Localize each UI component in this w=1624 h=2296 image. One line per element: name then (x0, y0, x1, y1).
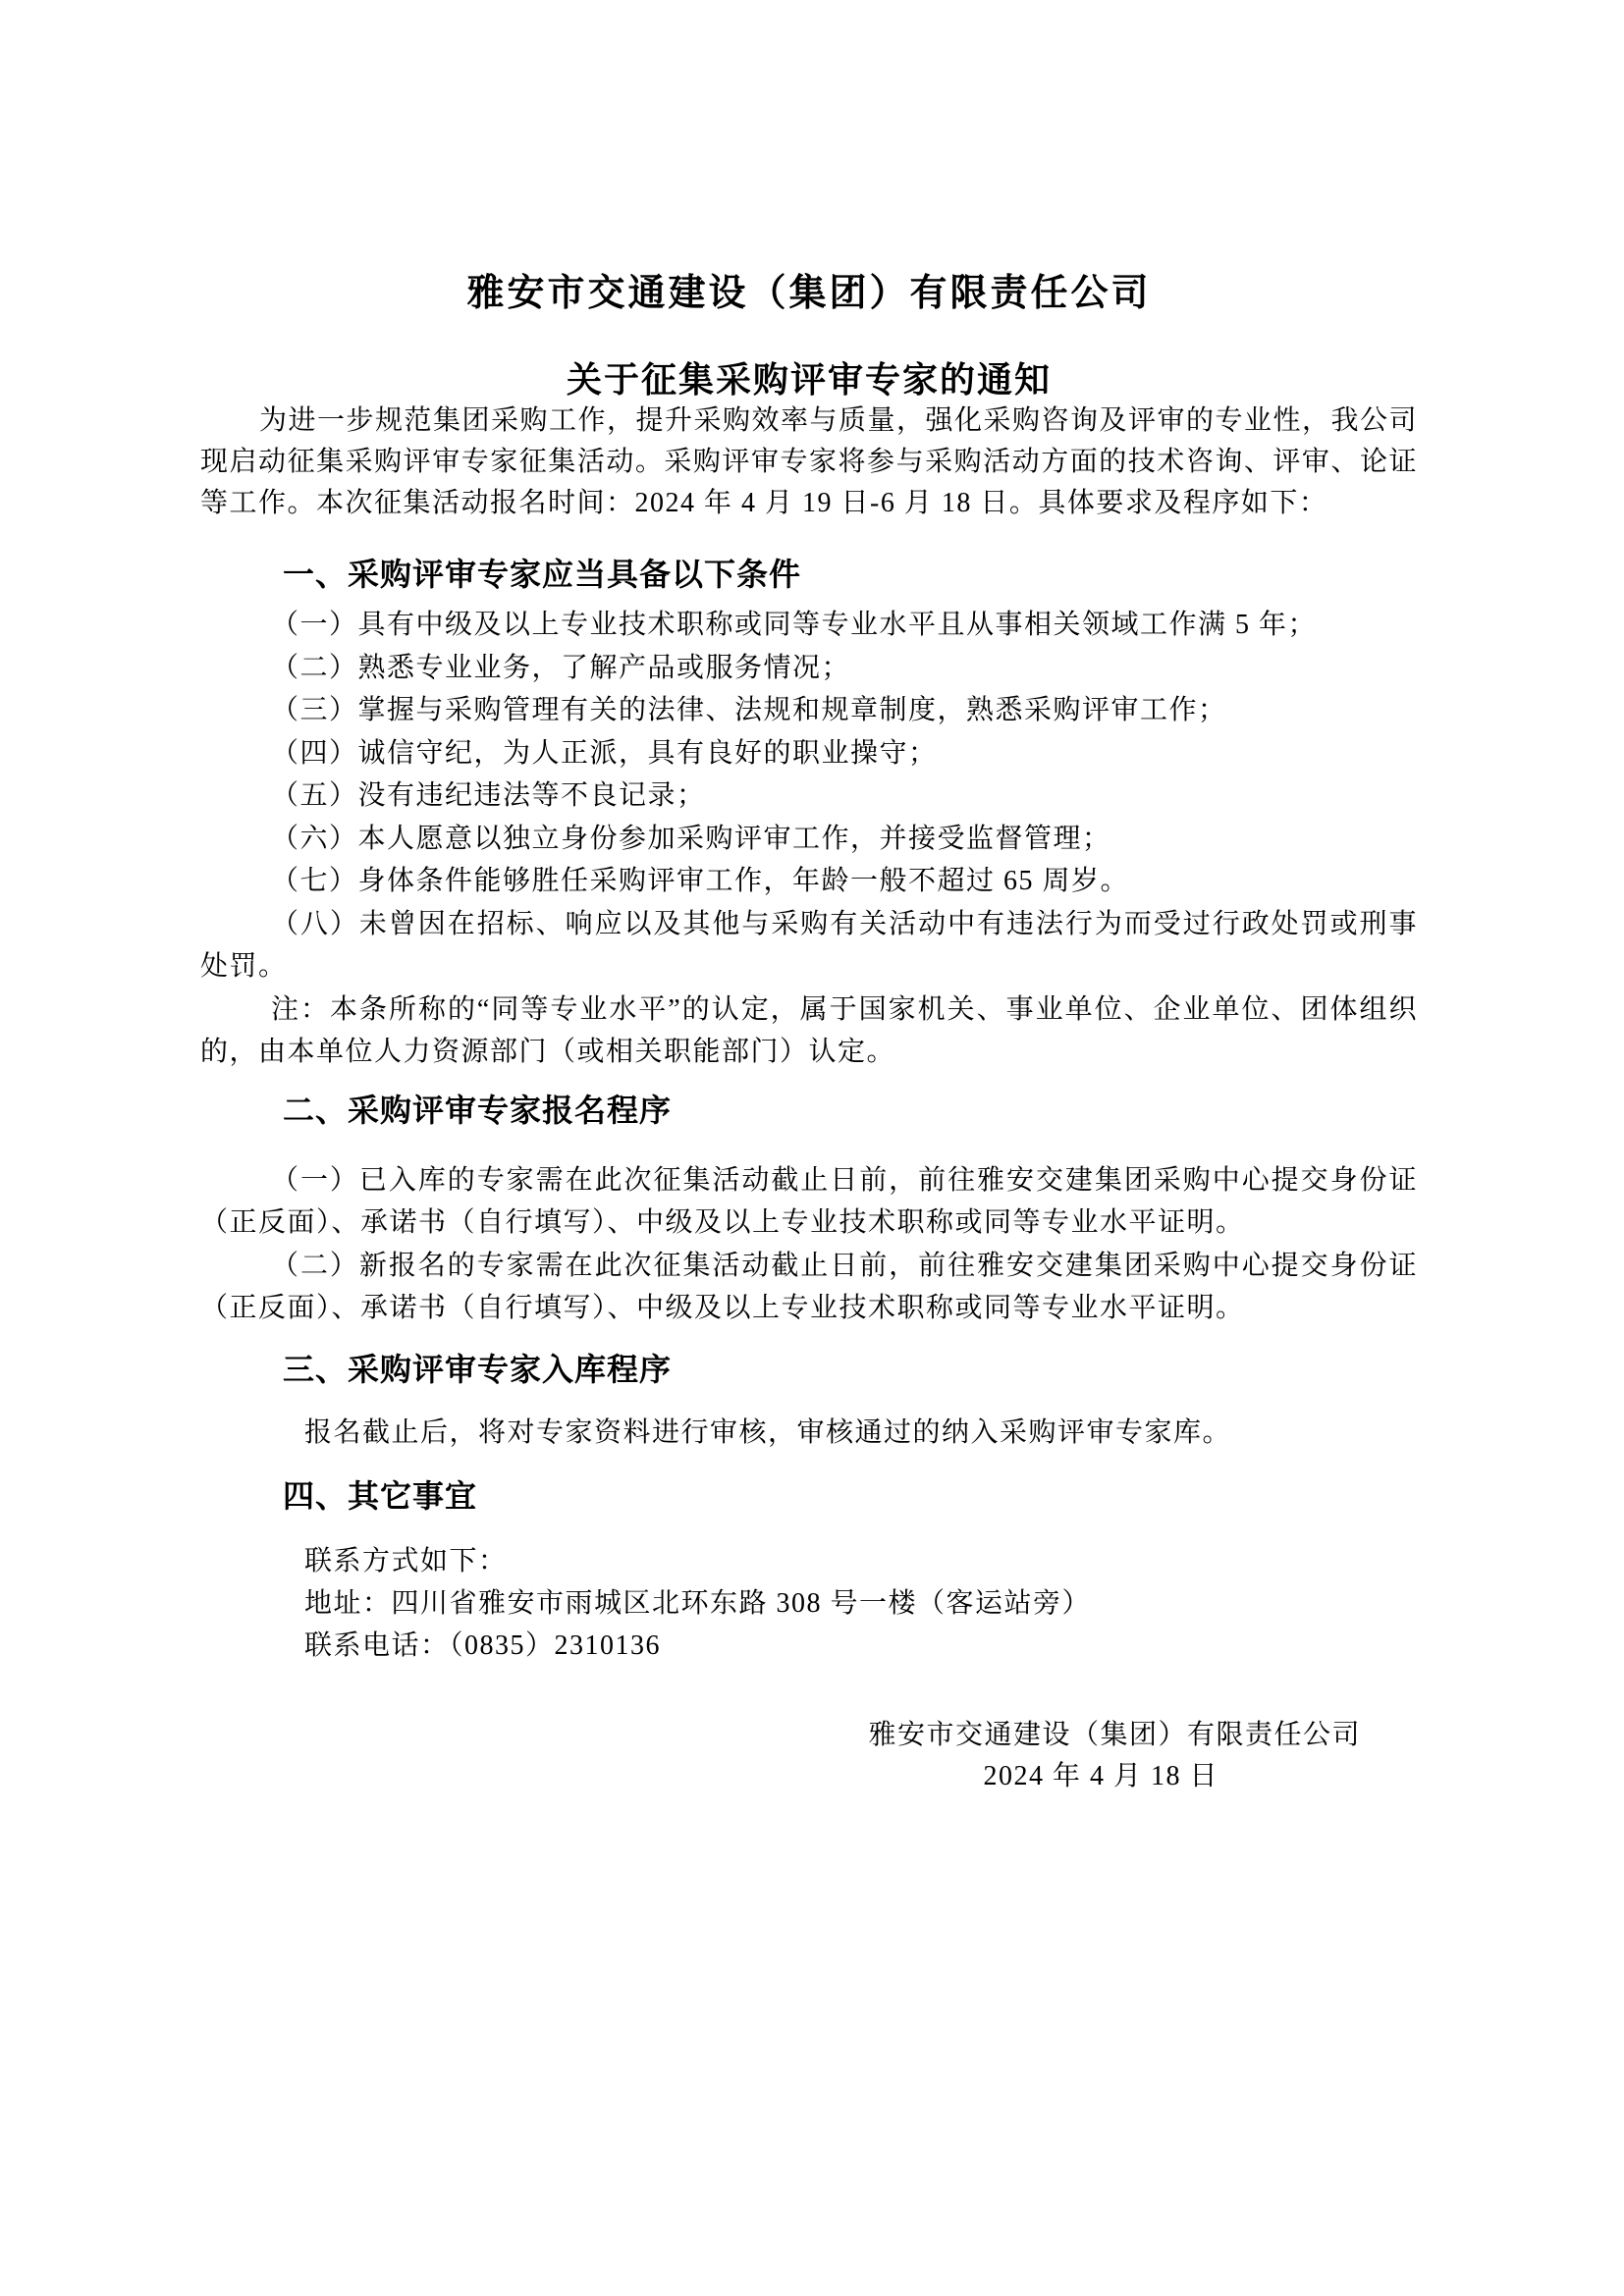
list-item: （一）已入库的专家需在此次征集活动截止日前，前往雅安交建集团采购中心提交身份证（正反面）、承诺书（自行填写）、中级及以上专业技术职称或同等专业水平证明。 (200, 1164, 1418, 1238)
signature-date: 2024 年 4 月 18 日 (983, 1760, 1218, 1791)
section3-heading: 三、采购评审专家入库程序 (283, 1351, 673, 1387)
list-item: （一）具有中级及以上专业技术职称或同等专业水平且从事相关领域工作满 5 年； (271, 610, 1318, 640)
section1-heading: 一、采购评审专家应当具备以下条件 (283, 557, 802, 592)
list-item: （三）掌握与采购管理有关的法律、法规和规章制度，熟悉采购评审工作； (271, 695, 1227, 725)
contact-phone: 联系电话：（0835）2310136 (304, 1629, 662, 1661)
list-item: （四）诚信守纪，为人正派，具有良好的职业操守； (271, 737, 938, 769)
list-item: （二）新报名的专家需在此次征集活动截止日前，前往雅安交建集团采购中心提交身份证（正反面）、承诺书（自行填写）、中级及以上专业技术职称或同等专业水平证明。 (200, 1250, 1418, 1323)
section2-heading: 二、采购评审专家报名程序 (283, 1092, 673, 1128)
document-title-line2: 关于征集采购评审专家的通知 (566, 359, 1052, 400)
section1-condition-list (200, 604, 1418, 1074)
section1-note: 注：本条所称的“同等专业水平”的认定，属于国家机关、事业单位、企业单位、团体组织的，由本单位人力资源部门（或相关职能部门）认定。 (200, 993, 1418, 1067)
document-content (200, 0, 1418, 1797)
contact-address: 地址：四川省雅安市雨城区北环东路 308 号一楼（客运站旁） (304, 1587, 1092, 1619)
contact-block (200, 1540, 1418, 1667)
section4-heading: 四、其它事宜 (283, 1477, 478, 1514)
list-item: （七）身体条件能够胜任采购评审工作，年龄一般不超过 65 周岁。 (271, 866, 1130, 896)
list-item: （二）熟悉专业业务，了解产品或服务情况； (271, 652, 851, 683)
signature-company: 雅安市交通建设（集团）有限责任公司 (868, 1719, 1361, 1750)
contact-intro: 联系方式如下： (304, 1545, 508, 1576)
list-item: （八）未曾因在招标、响应以及其他与采购有关活动中有违法行为而受过行政处罚或刑事处罚。 (200, 908, 1418, 982)
list-item: （六）本人愿意以独立身份参加采购评审工作，并接受监督管理； (271, 823, 1111, 854)
intro-paragraph: 为进一步规范集团采购工作，提升采购效率与质量，强化采购咨询及评审的专业性，我公司现启动征集采购评审专家征集活动。采购评审专家将参与采购活动方面的技术咨询、评审、论证等工作。本次征集活动报名时间：2024 年 4 月 19 日-6 月 18 日。具体要求及程序如下： (200, 405, 1419, 518)
list-item: （五）没有违纪违法等不良记录； (271, 780, 706, 811)
document-title-line1: 雅安市交通建设（集团）有限责任公司 (466, 273, 1152, 314)
section2-item-list (200, 1159, 1418, 1330)
section3-paragraph: 报名截止后，将对专家资料进行审核，审核通过的纳入采购评审专家库。 (304, 1416, 1232, 1448)
signature-block (200, 1715, 1418, 1797)
